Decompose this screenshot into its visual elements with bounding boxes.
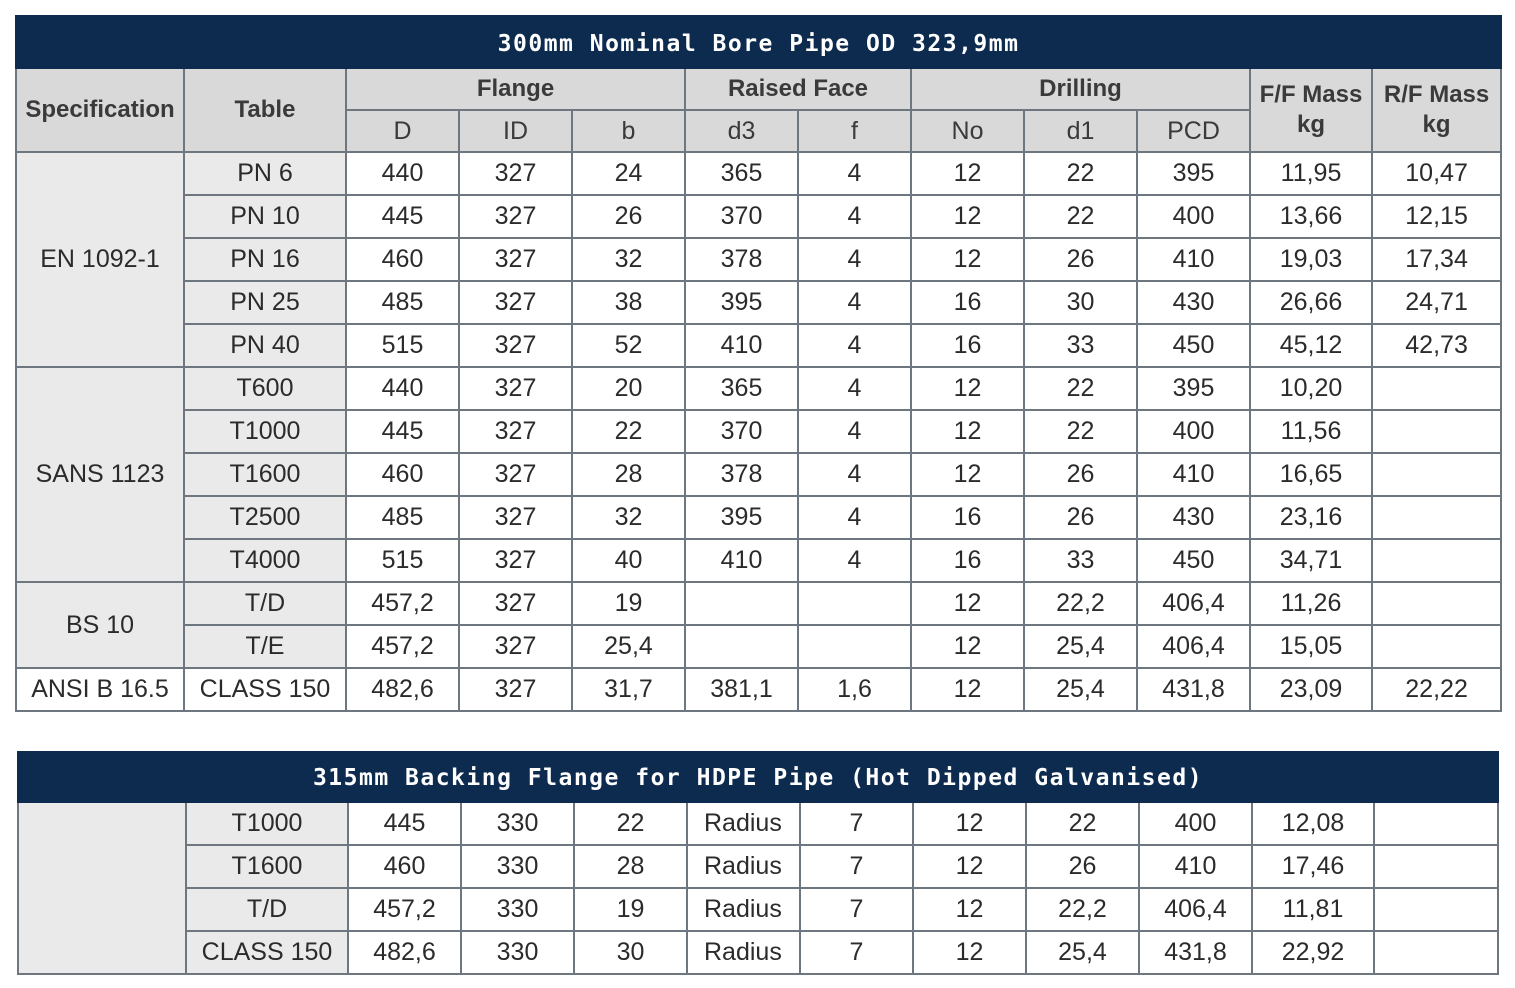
spec-cell: EN 1092-1	[16, 152, 184, 367]
table-cell: 19,03	[1250, 238, 1372, 281]
table-cell: 4	[798, 496, 911, 539]
table-cell: 431,8	[1139, 931, 1252, 974]
table-cell: 28	[572, 453, 685, 496]
table-row	[18, 888, 1498, 931]
table-row	[18, 931, 1498, 974]
table-row	[16, 152, 1501, 195]
spec-cell-empty	[18, 802, 186, 974]
table-row	[18, 802, 1498, 845]
table-cell: 365	[685, 367, 798, 410]
table-row	[18, 845, 1498, 888]
table-cell: 381,1	[685, 668, 798, 711]
table-cell	[1372, 496, 1501, 539]
table-row	[16, 625, 1501, 668]
table-cell: 485	[346, 281, 459, 324]
table-cell: 440	[346, 152, 459, 195]
table-cell: 12	[913, 888, 1026, 931]
header-flange: Flange	[346, 68, 685, 110]
table-cell: 410	[685, 539, 798, 582]
table-cell: Radius	[687, 802, 800, 845]
header-d: D	[346, 110, 459, 152]
table-cell: 19	[574, 888, 687, 931]
table-cell: 17,46	[1252, 845, 1374, 888]
header-b: b	[572, 110, 685, 152]
table-cell: 406,4	[1139, 888, 1252, 931]
table-cell: Radius	[687, 931, 800, 974]
table-cell: 395	[685, 496, 798, 539]
table-cell: 25,4	[1026, 931, 1139, 974]
table-cell: 22,92	[1252, 931, 1374, 974]
table-cell	[1374, 931, 1498, 974]
table-cell: 32	[572, 238, 685, 281]
table-cell: 327	[459, 582, 572, 625]
table-row	[16, 281, 1501, 324]
table-cell: 45,12	[1250, 324, 1372, 367]
table-cell: 12	[913, 802, 1026, 845]
table-cell-label: T4000	[184, 539, 346, 582]
table-cell-label: PN 6	[184, 152, 346, 195]
table-cell: 327	[459, 539, 572, 582]
table-cell	[685, 625, 798, 668]
table-cell	[1372, 367, 1501, 410]
table-cell	[1372, 539, 1501, 582]
table-cell: 327	[459, 410, 572, 453]
table-cell: 378	[685, 453, 798, 496]
table-cell-label: T2500	[184, 496, 346, 539]
table-cell: 330	[461, 845, 574, 888]
table-cell: 450	[1137, 539, 1250, 582]
table-cell: 11,81	[1252, 888, 1374, 931]
table-cell: 40	[572, 539, 685, 582]
table-cell: 22	[1024, 410, 1137, 453]
table-cell: 16,65	[1250, 453, 1372, 496]
table-row	[16, 238, 1501, 281]
table-cell: 22,2	[1026, 888, 1139, 931]
table-cell: 33	[1024, 324, 1137, 367]
table-cell: 10,20	[1250, 367, 1372, 410]
table-cell-label: T1600	[186, 845, 348, 888]
table-cell: 445	[346, 195, 459, 238]
table-cell	[1372, 625, 1501, 668]
table-cell	[1372, 453, 1501, 496]
table-cell: 23,16	[1250, 496, 1372, 539]
table-cell: 12	[911, 453, 1024, 496]
table-cell: 431,8	[1137, 668, 1250, 711]
table-cell: 515	[346, 324, 459, 367]
header-rf-mass-unit: kg	[1422, 111, 1451, 138]
table-cell: 10,47	[1372, 152, 1501, 195]
header-pcd: PCD	[1137, 110, 1250, 152]
table-cell: 430	[1137, 281, 1250, 324]
table-cell-label: T600	[184, 367, 346, 410]
table-cell: 12	[913, 845, 1026, 888]
table-cell: 24,71	[1372, 281, 1501, 324]
table-cell: 482,6	[346, 668, 459, 711]
table-cell: 7	[800, 802, 913, 845]
table-row	[16, 453, 1501, 496]
table-cell: 22	[1024, 152, 1137, 195]
table-cell: 26	[1024, 453, 1137, 496]
table-cell-label: PN 40	[184, 324, 346, 367]
table-cell: 4	[798, 281, 911, 324]
table-cell: 400	[1137, 195, 1250, 238]
table-cell: 460	[346, 453, 459, 496]
table-row	[16, 410, 1501, 453]
table-cell: 460	[346, 238, 459, 281]
table-row	[16, 367, 1501, 410]
table-cell: 327	[459, 496, 572, 539]
table-cell: 395	[1137, 152, 1250, 195]
table-cell: 52	[572, 324, 685, 367]
table-cell: 4	[798, 152, 911, 195]
table-cell: 410	[1137, 238, 1250, 281]
table-cell: 327	[459, 367, 572, 410]
spec-cell: ANSI B 16.5	[16, 668, 184, 711]
table-cell: 7	[800, 845, 913, 888]
table-cell: 22,22	[1372, 668, 1501, 711]
table-cell-label: PN 25	[184, 281, 346, 324]
table-cell: 327	[459, 238, 572, 281]
header-ff-mass	[1250, 68, 1372, 152]
table-cell: 460	[348, 845, 461, 888]
table-cell	[798, 625, 911, 668]
table-cell: 4	[798, 539, 911, 582]
table-cell: 25,4	[1024, 625, 1137, 668]
table-cell: 445	[348, 802, 461, 845]
table-title: 315mm Backing Flange for HDPE Pipe (Hot Dipped Galvanised)	[18, 752, 1498, 802]
table-cell: 4	[798, 324, 911, 367]
table-cell-label: T/D	[186, 888, 348, 931]
table-cell: 400	[1137, 410, 1250, 453]
header-drilling: Drilling	[911, 68, 1250, 110]
table-cell: 327	[459, 625, 572, 668]
table-cell: 330	[461, 931, 574, 974]
table-cell: 457,2	[346, 625, 459, 668]
table-cell: 33	[1024, 539, 1137, 582]
table-row	[16, 668, 1501, 711]
table-cell: 370	[685, 195, 798, 238]
table-cell: 12	[911, 195, 1024, 238]
table-cell: 23,09	[1250, 668, 1372, 711]
table-cell: 11,56	[1250, 410, 1372, 453]
table-cell: 370	[685, 410, 798, 453]
table-cell: 12	[911, 152, 1024, 195]
table-cell: 12	[911, 238, 1024, 281]
backing-flange-table-315mm	[17, 751, 1498, 975]
header-ff-mass-unit: kg	[1296, 111, 1325, 138]
table-cell	[1372, 582, 1501, 625]
table-cell: 32	[572, 496, 685, 539]
table-cell: 327	[459, 324, 572, 367]
table-cell: 327	[459, 281, 572, 324]
table-cell: 22	[1024, 195, 1137, 238]
table-cell: 25,4	[1024, 668, 1137, 711]
table-cell-label: PN 16	[184, 238, 346, 281]
table-row	[16, 539, 1501, 582]
table-cell	[685, 582, 798, 625]
table-cell: 457,2	[348, 888, 461, 931]
table-cell: 4	[798, 453, 911, 496]
header-d3: d3	[685, 110, 798, 152]
table-cell-label: CLASS 150	[186, 931, 348, 974]
table-cell: 25,4	[572, 625, 685, 668]
table-cell: 482,6	[348, 931, 461, 974]
table-cell: 16	[911, 324, 1024, 367]
table-cell-label: PN 10	[184, 195, 346, 238]
table-cell: 12	[911, 410, 1024, 453]
table-cell: 327	[459, 453, 572, 496]
table-cell: 12	[911, 367, 1024, 410]
table-cell: 26	[1026, 845, 1139, 888]
table-cell: 26	[1024, 496, 1137, 539]
table-cell: 410	[1139, 845, 1252, 888]
table-cell: 26	[1024, 238, 1137, 281]
header-rf-mass-label: R/F Mass	[1383, 81, 1490, 108]
table-cell: 450	[1137, 324, 1250, 367]
table-cell: 12	[911, 625, 1024, 668]
table-cell-label: T1000	[186, 802, 348, 845]
table-cell: 4	[798, 195, 911, 238]
table-title: 300mm Nominal Bore Pipe OD 323,9mm	[16, 16, 1501, 68]
table-cell	[1374, 845, 1498, 888]
table-cell: 330	[461, 802, 574, 845]
table-cell: 30	[1024, 281, 1137, 324]
table-cell: 11,95	[1250, 152, 1372, 195]
table-cell: 4	[798, 410, 911, 453]
table-cell: 24	[572, 152, 685, 195]
table-cell: 11,26	[1250, 582, 1372, 625]
table-cell: 22,2	[1024, 582, 1137, 625]
table-cell: 34,71	[1250, 539, 1372, 582]
header-f: f	[798, 110, 911, 152]
table-cell-label: T/E	[184, 625, 346, 668]
header-raised-face: Raised Face	[685, 68, 911, 110]
table-cell: 31,7	[572, 668, 685, 711]
table-cell: 30	[574, 931, 687, 974]
table-cell: 400	[1139, 802, 1252, 845]
flange-table-300mm	[15, 15, 1501, 712]
table-cell: 16	[911, 539, 1024, 582]
table-row	[16, 324, 1501, 367]
table-cell: 378	[685, 238, 798, 281]
header-id: ID	[459, 110, 572, 152]
table-cell-label: T1000	[184, 410, 346, 453]
table-cell: 4	[798, 238, 911, 281]
table-cell: 485	[346, 496, 459, 539]
table-cell: 38	[572, 281, 685, 324]
table-cell: 12,15	[1372, 195, 1501, 238]
table-cell: 26	[572, 195, 685, 238]
header-ff-mass-label: F/F Mass	[1259, 81, 1363, 108]
table-cell: 22	[572, 410, 685, 453]
table-cell	[1372, 410, 1501, 453]
table-cell: 515	[346, 539, 459, 582]
table-cell: 12,08	[1252, 802, 1374, 845]
table-cell: 365	[685, 152, 798, 195]
table-cell: 4	[798, 367, 911, 410]
table-cell: 406,4	[1137, 582, 1250, 625]
table-cell: 16	[911, 281, 1024, 324]
table-cell: 13,66	[1250, 195, 1372, 238]
spec-cell: BS 10	[16, 582, 184, 668]
table-cell: 1,6	[798, 668, 911, 711]
table-cell: 430	[1137, 496, 1250, 539]
table-cell: 42,73	[1372, 324, 1501, 367]
table-cell: 28	[574, 845, 687, 888]
table-cell: 22	[574, 802, 687, 845]
table-cell: 395	[1137, 367, 1250, 410]
table-cell: 12	[913, 931, 1026, 974]
table-cell: 7	[800, 888, 913, 931]
table-cell: 457,2	[346, 582, 459, 625]
table-cell-label: T1600	[184, 453, 346, 496]
table-cell	[1374, 888, 1498, 931]
table-row	[16, 496, 1501, 539]
table-cell: Radius	[687, 888, 800, 931]
table-cell: 410	[685, 324, 798, 367]
table-cell: Radius	[687, 845, 800, 888]
table-cell: 327	[459, 195, 572, 238]
table-cell: 22	[1026, 802, 1139, 845]
table-cell: 410	[1137, 453, 1250, 496]
table-row	[16, 195, 1501, 238]
table-cell: 440	[346, 367, 459, 410]
table-cell: 15,05	[1250, 625, 1372, 668]
table-cell: 406,4	[1137, 625, 1250, 668]
table-cell: 12	[911, 582, 1024, 625]
header-no: No	[911, 110, 1024, 152]
table-cell: 445	[346, 410, 459, 453]
header-rf-mass	[1372, 68, 1501, 152]
table-cell: 12	[911, 668, 1024, 711]
table-cell: 395	[685, 281, 798, 324]
table-cell	[798, 582, 911, 625]
table-cell: 26,66	[1250, 281, 1372, 324]
table-cell: 327	[459, 668, 572, 711]
header-specification: Specification	[16, 68, 184, 152]
table-cell-label: T/D	[184, 582, 346, 625]
table-cell: 16	[911, 496, 1024, 539]
table-row	[16, 582, 1501, 625]
table-cell: 7	[800, 931, 913, 974]
spec-cell: SANS 1123	[16, 367, 184, 582]
table-cell: 19	[572, 582, 685, 625]
header-table: Table	[184, 68, 346, 152]
table-cell: 17,34	[1372, 238, 1501, 281]
table-cell: 330	[461, 888, 574, 931]
header-d1: d1	[1024, 110, 1137, 152]
table-cell: 22	[1024, 367, 1137, 410]
table-cell: 20	[572, 367, 685, 410]
table-cell	[1374, 802, 1498, 845]
table-cell: 327	[459, 152, 572, 195]
table-cell-label: CLASS 150	[184, 668, 346, 711]
